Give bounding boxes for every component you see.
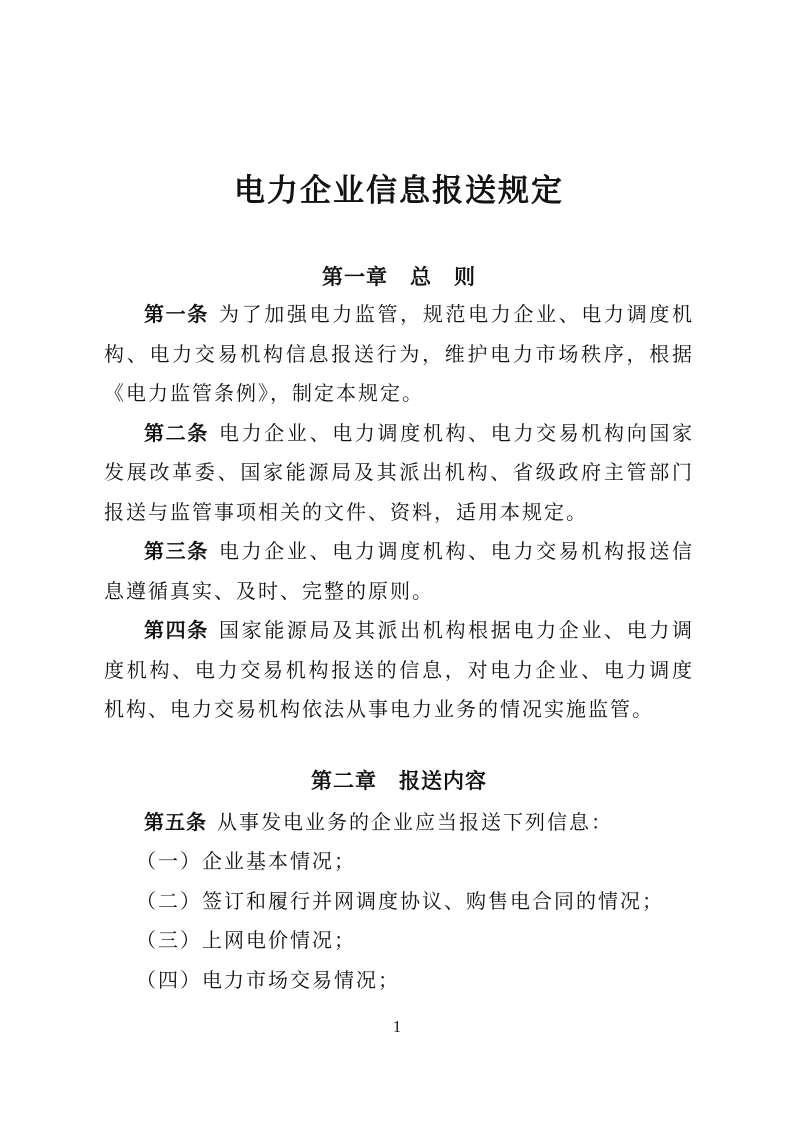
document-title: 电力企业信息报送规定 — [234, 173, 564, 208]
article-3-text: 电力企业、电力调度机构、电力交易机构报送信息遵循真实、及时、完整的原则。 — [104, 541, 695, 603]
article-1 — [104, 296, 694, 415]
chapter-1-heading: 第一章 总 则 — [322, 266, 476, 289]
list-item-2: （二）签订和履行并网调度协议、购售电合同的情况； — [136, 890, 664, 913]
page-number: 1 — [392, 1017, 402, 1036]
article-3-label: 第三条 — [144, 541, 209, 563]
chapter-2-heading: 第二章 报送内容 — [311, 769, 487, 793]
article-3 — [104, 533, 694, 612]
article-4-label: 第四条 — [144, 620, 209, 642]
article-4-text: 国家能源局及其派出机构根据电力企业、电力调度机构、电力交易机构报送的信息，对电力企业、电力调度机构、电力交易机构依法从事电力业务的情况实施监管。 — [104, 620, 695, 721]
list-item-1: （一）企业基本情况； — [136, 851, 356, 873]
article-2-label: 第二条 — [144, 422, 209, 445]
list-item-4: （四）电力市场交易情况； — [136, 969, 400, 992]
article-4 — [104, 612, 694, 731]
article-1-text: 为了加强电力监管，规范电力企业、电力调度机构、电力交易机构信息报送行为，维护电力市场秩序，根据《电力监管条例》，制定本规定。 — [104, 304, 695, 405]
article-5 — [104, 804, 694, 844]
article-2 — [104, 415, 694, 534]
list-item-3: （三）上网电价情况； — [136, 930, 356, 952]
article-1-label: 第一条 — [144, 304, 209, 326]
article-2-text: 电力企业、电力调度机构、电力交易机构向国家发展改革委、国家能源局及其派出机构、省级政府主管部门报送与监管事项相关的文件、资料，适用本规定。 — [104, 422, 695, 524]
article-5-label: 第五条 — [144, 811, 207, 834]
article-5-text: 从事发电业务的企业应当报送下列信息： — [217, 811, 613, 834]
